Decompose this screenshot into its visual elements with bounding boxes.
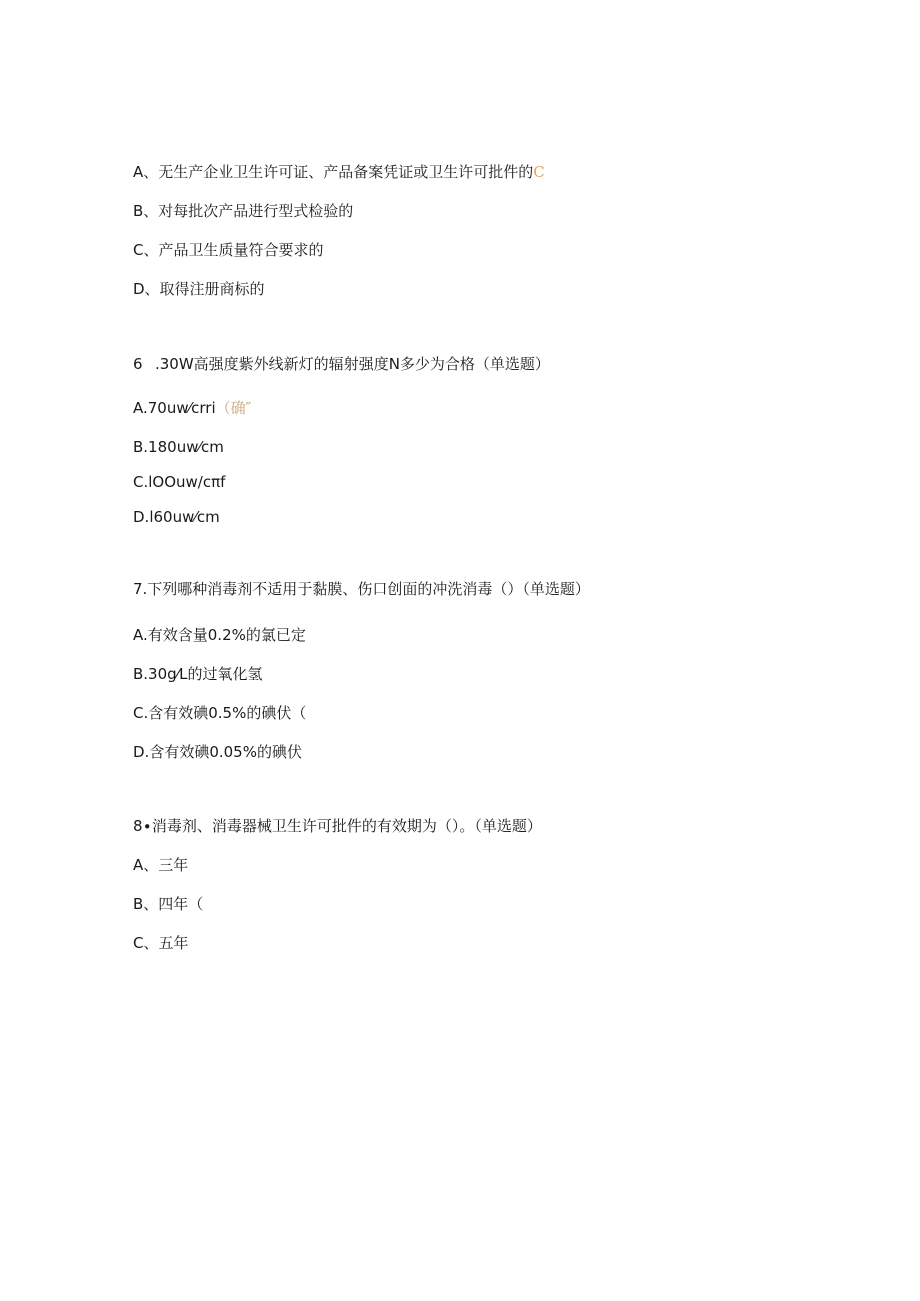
q6-option-c [133,472,225,492]
q5-option-b-text: B、对每批次产品进行型式检验的 [133,202,354,220]
q6-option-b-text: B.180uw⁄cm [133,438,224,456]
q6-stem-text: .30W高强度紫外线新灯的辐射强度N多少为合格（单选题） [155,355,550,373]
q6-option-c-text: C.lOOuw/cπf [133,473,226,491]
q7-option-d-text: D.含有效碘0.05%的碘伏 [133,743,302,761]
q6-number: 6 [133,355,143,373]
q7-stem-text: 7.下列哪种消毒剂不适用于黏膜、伤口创面的冲洗消毒（）（单选题） [133,580,590,598]
q7-option-c [133,703,306,723]
q8-option-c [133,933,188,953]
q8-stem [133,816,542,836]
q5-answer-mark: C [533,163,545,181]
q6-option-d [133,507,220,527]
q7-option-d [133,742,302,762]
q5-option-d-text: D、取得注册商标的 [133,280,265,298]
q5-option-c [133,240,323,260]
q8-option-a [133,855,188,875]
q6-option-d-text: D.l60uw⁄cm [133,508,220,526]
q6-option-a [133,398,251,418]
q6-option-a-text: A.70uw⁄crri [133,399,216,417]
q5-option-c-text: C、产品卫生质量符合要求的 [133,241,324,259]
q8-option-b [133,894,203,914]
q7-option-c-text: C.含有效碘0.5%的碘伏（ [133,704,307,722]
q8-option-c-text: C、五年 [133,934,189,952]
q8-option-a-text: A、三年 [133,856,189,874]
q5-option-b [133,201,353,221]
q6-answer-mark: （确″ [215,399,252,417]
q8-option-b-text: B、四年（ [133,895,204,913]
q5-option-a [133,162,545,182]
q6-option-b [133,437,224,457]
q7-option-a [133,625,306,645]
q5-option-a-text: A、无生产企业卫生许可证、产品备案凭证或卫生许可批件的 [133,163,534,181]
q8-stem-text: 8∙消毒剂、消毒器械卫生许可批件的有效期为（）。（单选题） [133,817,542,835]
q6-stem [133,354,550,374]
q7-option-a-text: A.有效含量0.2%的氯已定 [133,626,306,644]
q7-option-b [133,664,263,684]
q7-stem [133,579,590,599]
q5-option-d [133,279,265,299]
q7-option-b-text: B.30g⁄L的过氧化氢 [133,665,263,683]
